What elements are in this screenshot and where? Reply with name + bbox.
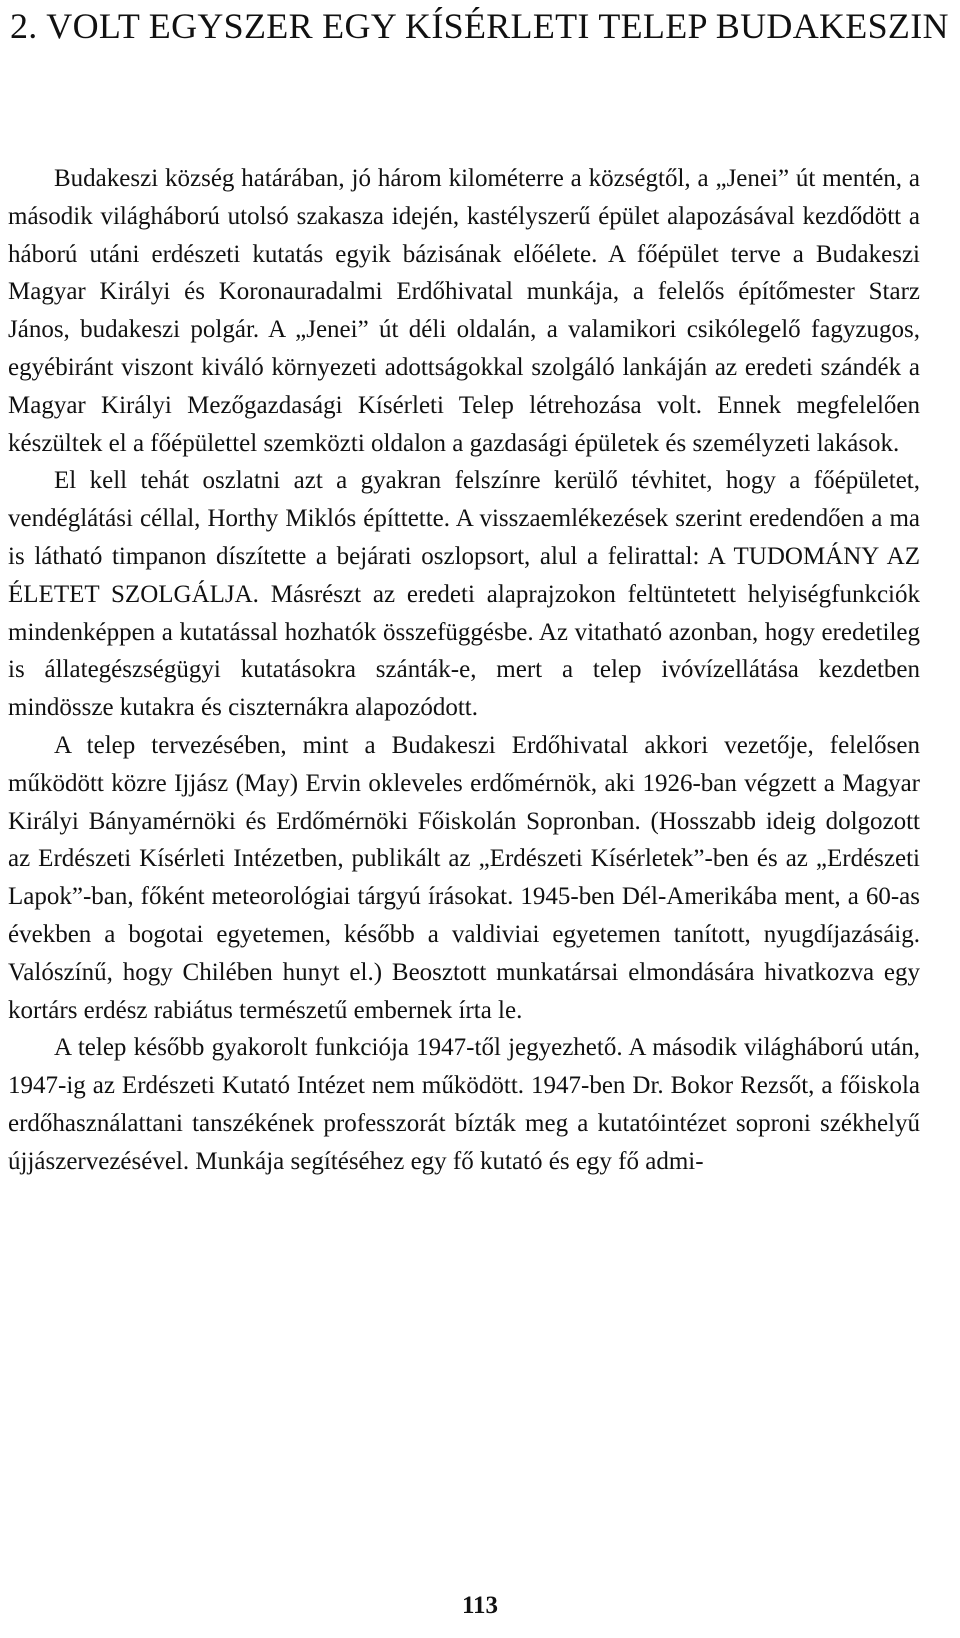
paragraph: Budakeszi község határában, jó három kilométerre a községtől, a „Jenei” út mentén, a második világháború utolsó szakasza idején, kastélyszerű épület alapozásával kezdődött a háború utáni erdészeti kutatás egyik bázisának előélete. A főépület terve a Budakeszi Magyar Királyi és Koronauradalmi Erdőhivatal munkája, a felelős építőmester Starz János, budakeszi polgár. A „Jenei” út déli oldalán, a valamikori csikólegelő fagyzugos, egyébiránt viszont kiváló környezeti adottságokkal szolgáló lankáján az eredeti szándék a Magyar Királyi Mezőgazdasági Kísérleti Telep létrehozása volt. Ennek megfelelően készültek el a főépülettel szemközti oldalon a gazdasági épületek és személyzeti lakások.: [8, 165, 920, 457]
paragraph: A telep tervezésében, mint a Budakeszi Erdőhivatal akkori vezetője, felelősen működött közre Ijjász (May) Ervin okleveles erdőmérnök, aki 1926-ban végzett a Magyar Királyi Bányamérnöki és Erdőmérnöki Főiskolán Sopronban. (Hosszabb ideig dolgozott az Erdészeti Kísérleti Intézetben, publikált az „Erdészeti Kísérletek”-ben és az „Erdészeti Lapok”-ban, főként meteorológiai tárgyú írásokat. 1945-ben Dél-Amerikába ment, a 60-as években a bogotai egyetemen, később a valdiviai egyetemen tanított, nyugdíjazásáig. Valószínű, hogy Chilében hunyt el.) Beosztott munkatársai elmondására hivatkozva egy kortárs erdész rabiátus természetű embernek írta le.: [8, 731, 920, 1024]
paragraph: A telep később gyakorolt funkciója 1947-től jegyezhető. A második világháború után, 1947-ig az Erdészeti Kutató Intézet nem működött. 1947-ben Dr. Bokor Rezsőt, a főiskola erdőhasználattani tanszékének professzorát bízták meg a kutatóintézet soproni székhelyű újjászervezésével. Munkája segítéséhez egy fő kutató és egy fő admi-: [8, 1034, 920, 1175]
chapter-title: VOLT EGYSZER EGY KÍSÉRLETI TELEP BUDAKESZIN: [46, 6, 949, 46]
chapter-heading: [10, 2, 950, 50]
body-text: [8, 160, 920, 1181]
chapter-number: 2.: [10, 6, 38, 46]
paragraph: El kell tehát oszlatni azt a gyakran felszínre kerülő tévhitet, hogy a főépületet, vendéglátási céllal, Horthy Miklós építtette. A visszaemlékezések szerint eredendően a ma is látható timpanon díszítette a bejárati oszlopsort, alul a felirattal: A TUDOMÁNY AZ ÉLETET SZOLGÁLJA. Másrészt az eredeti alaprajzokon feltüntetett helyiségfunkciók mindenképpen a kutatással hozhatók összefüggésbe. Az vitatható azonban, hogy eredetileg is állategészségügyi kutatásokra szánták-e, mert a telep ivóvízellátása kezdetben mindössze kutakra és ciszternákra alapozódott.: [8, 467, 920, 722]
page-number: 113: [461, 1592, 499, 1619]
